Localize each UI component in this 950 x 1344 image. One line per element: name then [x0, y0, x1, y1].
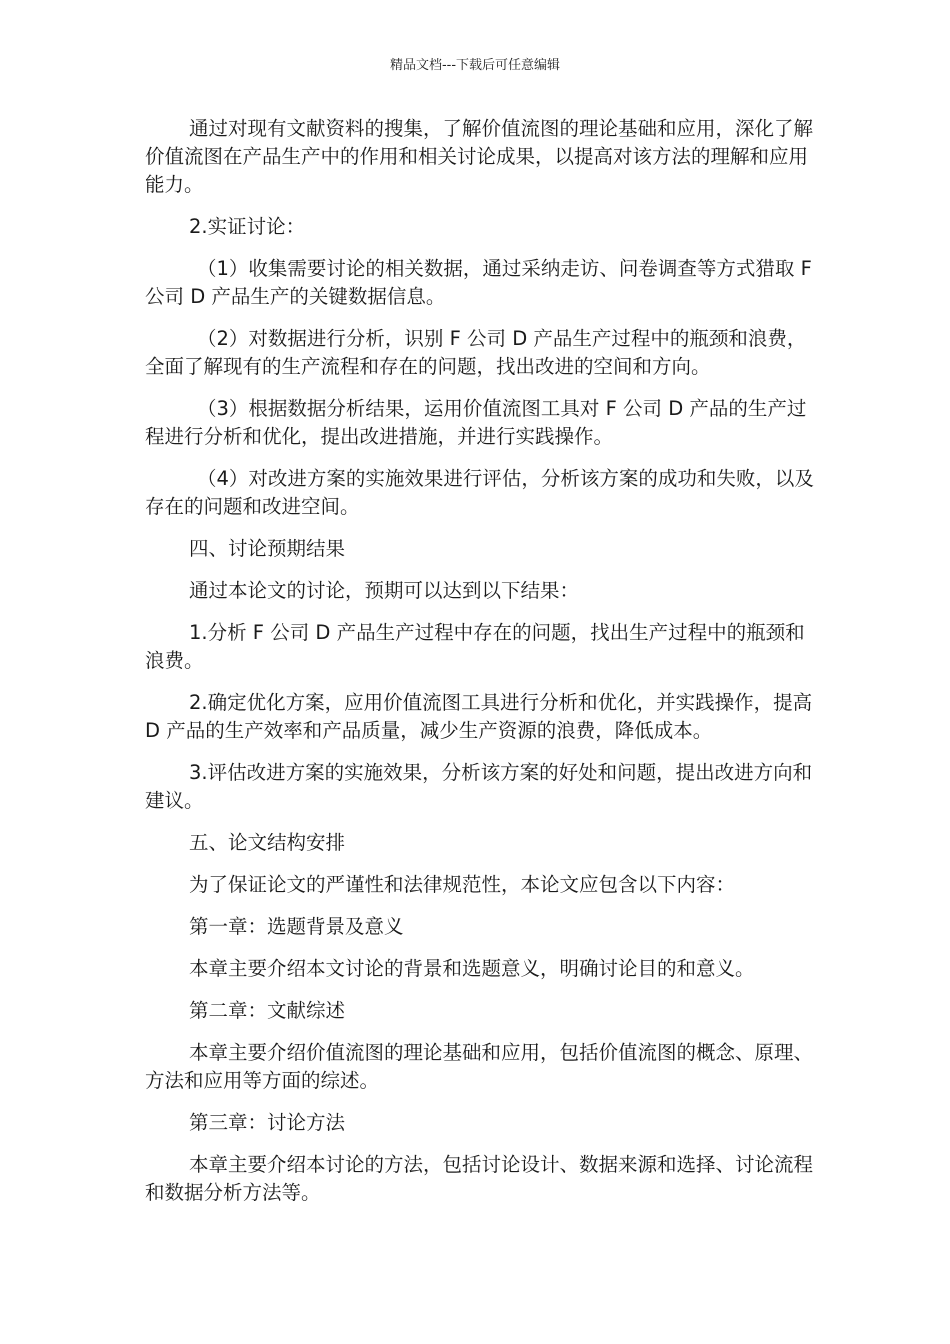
section-heading-expected-results: 四、讨论预期结果	[189, 537, 346, 560]
page-header: 精品文档---下载后可任意编辑	[389, 58, 561, 73]
paragraph-step-1: （1）收集需要讨论的相关数据，通过采纳走访、问卷调查等方式猎取 F 公司 D 产品生产的关键数据信息。	[145, 257, 812, 308]
paragraph-result-3: 3.评估改进方案的实施效果，分析该方案的好处和问题，提出改进方向和建议。	[145, 761, 813, 812]
chapter-heading-3: 第三章：讨论方法	[189, 1111, 346, 1134]
paragraph-step-2: （2）对数据进行分析，识别 F 公司 D 产品生产过程中的瓶颈和浪费，全面了解现有的生产流程和存在的问题，找出改进的空间和方向。	[145, 327, 807, 378]
paragraph-result-2: 2.确定优化方案，应用价值流图工具进行分析和优化，并实践操作，提高 D 产品的生产效率和产品质量，减少生产资源的浪费，降低成本。	[145, 691, 813, 742]
document-body	[145, 115, 817, 1221]
paragraph-result-1: 1.分析 F 公司 D 产品生产过程中存在的问题，找出生产过程中的瓶颈和浪费。	[145, 621, 805, 672]
chapter-description-3: 本章主要介绍本讨论的方法，包括讨论设计、数据来源和选择、讨论流程和数据分析方法等。	[145, 1153, 814, 1204]
paragraph-empirical-heading: 2.实证讨论：	[189, 215, 306, 238]
chapter-description-1: 本章主要介绍本文讨论的背景和选题意义，明确讨论目的和意义。	[189, 957, 755, 980]
chapter-heading-1: 第一章：选题背景及意义	[189, 915, 404, 938]
chapter-heading-2: 第二章：文献综述	[189, 999, 346, 1022]
chapter-description-2: 本章主要介绍价值流图的理论基础和应用，包括价值流图的概念、原理、方法和应用等方面的综述。	[145, 1041, 814, 1092]
paragraph-step-4: （4）对改进方案的实施效果进行评估，分析该方案的成功和失败，以及存在的问题和改进空间。	[145, 467, 814, 518]
paragraph-step-3: （3）根据数据分析结果，运用价值流图工具对 F 公司 D 产品的生产过程进行分析和优化，提出改进措施，并进行实践操作。	[145, 397, 807, 448]
paragraph-literature-review: 通过对现有文献资料的搜集，了解价值流图的理论基础和应用，深化了解价值流图在产品生产中的作用和相关讨论成果，以提高对该方法的理解和应用能力。	[145, 117, 814, 196]
paragraph-expected-intro: 通过本论文的讨论，预期可以达到以下结果：	[189, 579, 580, 602]
paragraph-structure-intro: 为了保证论文的严谨性和法律规范性，本论文应包含以下内容：	[189, 873, 736, 896]
section-heading-structure: 五、论文结构安排	[189, 831, 346, 854]
